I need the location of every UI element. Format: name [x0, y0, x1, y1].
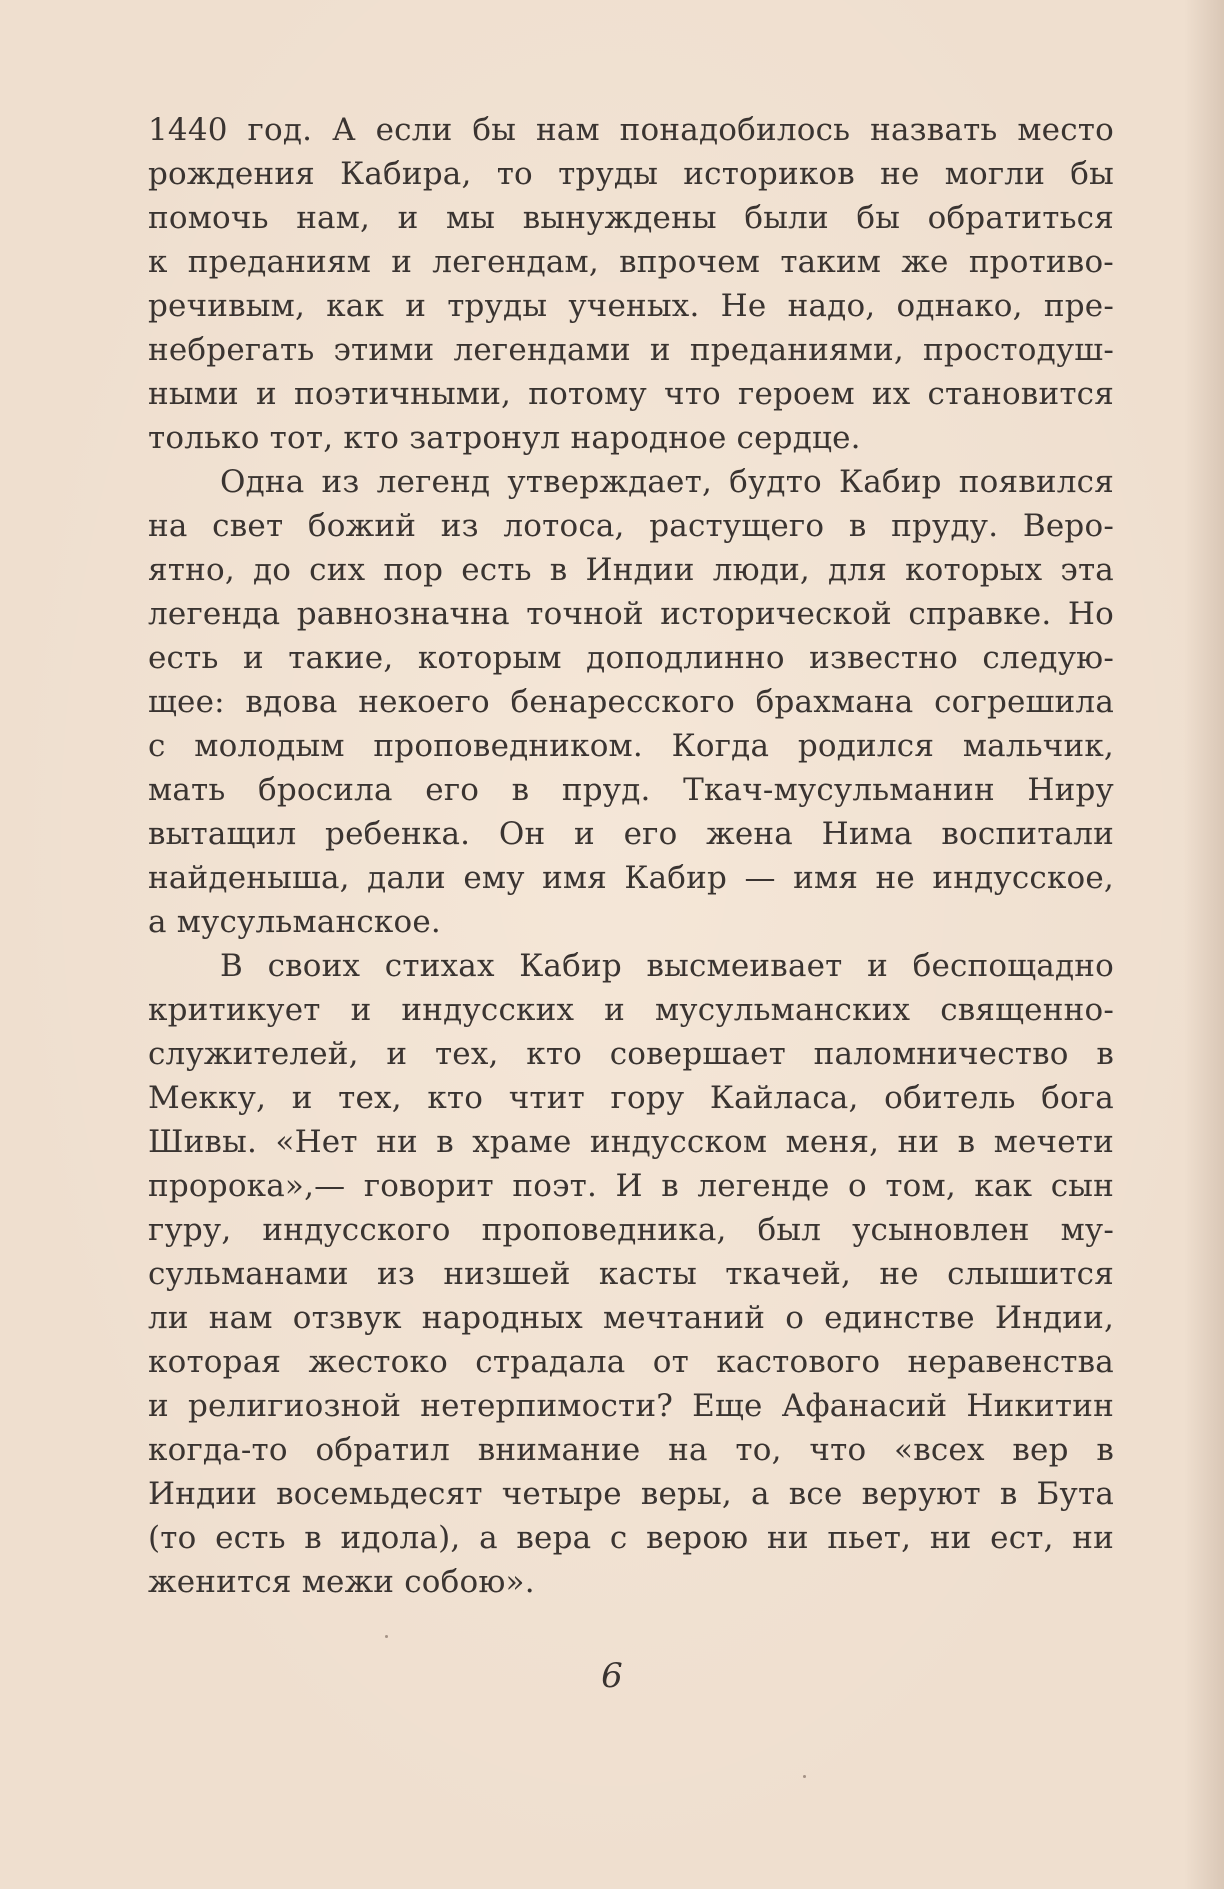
text-line: вытащил ребенка. Он и его жена Нима воспитали — [148, 816, 1114, 852]
text-line: гуру, индусского проповедника, был усыновлен му- — [148, 1212, 1114, 1248]
text-line: Одна из легенд утверждает, будто Кабир появился — [220, 464, 1114, 500]
text-line: есть и такие, которым доподлинно известно следую- — [148, 640, 1114, 676]
text-line: когда-то обратил внимание на то, что «всех вер в — [148, 1432, 1114, 1468]
text-line: критикует и индусских и мусульманских священно- — [148, 992, 1114, 1028]
print-speck — [385, 1635, 388, 1638]
text-line: служителей, и тех, кто совершает паломничество в — [148, 1036, 1114, 1072]
text-line: небрегать этими легендами и преданиями, простодуш- — [148, 332, 1114, 368]
paragraph — [148, 460, 1114, 944]
paragraph — [148, 944, 1114, 1604]
text-line: пророка»,— говорит поэт. И в легенде о том, как сын — [148, 1168, 1114, 1204]
paragraph — [148, 108, 1114, 460]
page-edge-shadow — [1184, 0, 1224, 1889]
text-line: В своих стихах Кабир высмеивает и беспощадно — [220, 948, 1114, 984]
text-line: рождения Кабира, то труды историков не могли бы — [148, 156, 1114, 192]
text-line: с молодым проповедником. Когда родился мальчик, — [148, 728, 1114, 764]
text-line: к преданиям и легендам, впрочем таким же противо- — [148, 244, 1114, 280]
text-line: легенда равнозначна точной исторической справке. Но — [148, 596, 1114, 632]
text-line: 1440 год. А если бы нам понадобилось назвать место — [148, 112, 1114, 148]
text-line: (то есть в идола), а вера с верою ни пьет, ни ест, ни — [148, 1520, 1114, 1556]
text-line: а мусульманское. — [148, 904, 441, 940]
text-line: Мекку, и тех, кто чтит гору Кайласа, обитель бога — [148, 1080, 1114, 1116]
text-line: сульманами из низшей касты ткачей, не слышится — [148, 1256, 1114, 1292]
text-line: только тот, кто затронул народное сердце. — [148, 420, 861, 456]
text-line: Индии восемьдесят четыре веры, а все веруют в Бута — [148, 1476, 1114, 1512]
text-line: ными и поэтичными, потому что героем их становится — [148, 376, 1114, 412]
text-line: ли нам отзвук народных мечтаний о единстве Индии, — [148, 1300, 1114, 1336]
text-line: помочь нам, и мы вынуждены были бы обратиться — [148, 200, 1114, 236]
text-line: Шивы. «Нет ни в храме индусском меня, ни в мечети — [148, 1124, 1114, 1160]
text-line: речивым, как и труды ученых. Не надо, однако, пре- — [148, 288, 1114, 324]
text-line: ятно, до сих пор есть в Индии люди, для которых эта — [148, 552, 1114, 588]
text-line: щее: вдова некоего бенаресского брахмана согрешила — [148, 684, 1114, 720]
text-line: найденыша, дали ему имя Кабир — имя не индусское, — [148, 860, 1114, 896]
body-text — [148, 108, 1114, 1604]
text-line: женится межи собою». — [148, 1564, 535, 1600]
text-line: и религиозной нетерпимости? Еще Афанасий Никитин — [148, 1388, 1114, 1424]
print-speck — [803, 1775, 806, 1778]
text-line: на свет божий из лотоса, растущего в пруду. Веро- — [148, 508, 1114, 544]
text-line: которая жестоко страдала от кастового неравенства — [148, 1344, 1114, 1380]
text-line: мать бросила его в пруд. Ткач-мусульманин Ниру — [148, 772, 1114, 808]
page-number: 6 — [601, 1656, 623, 1696]
